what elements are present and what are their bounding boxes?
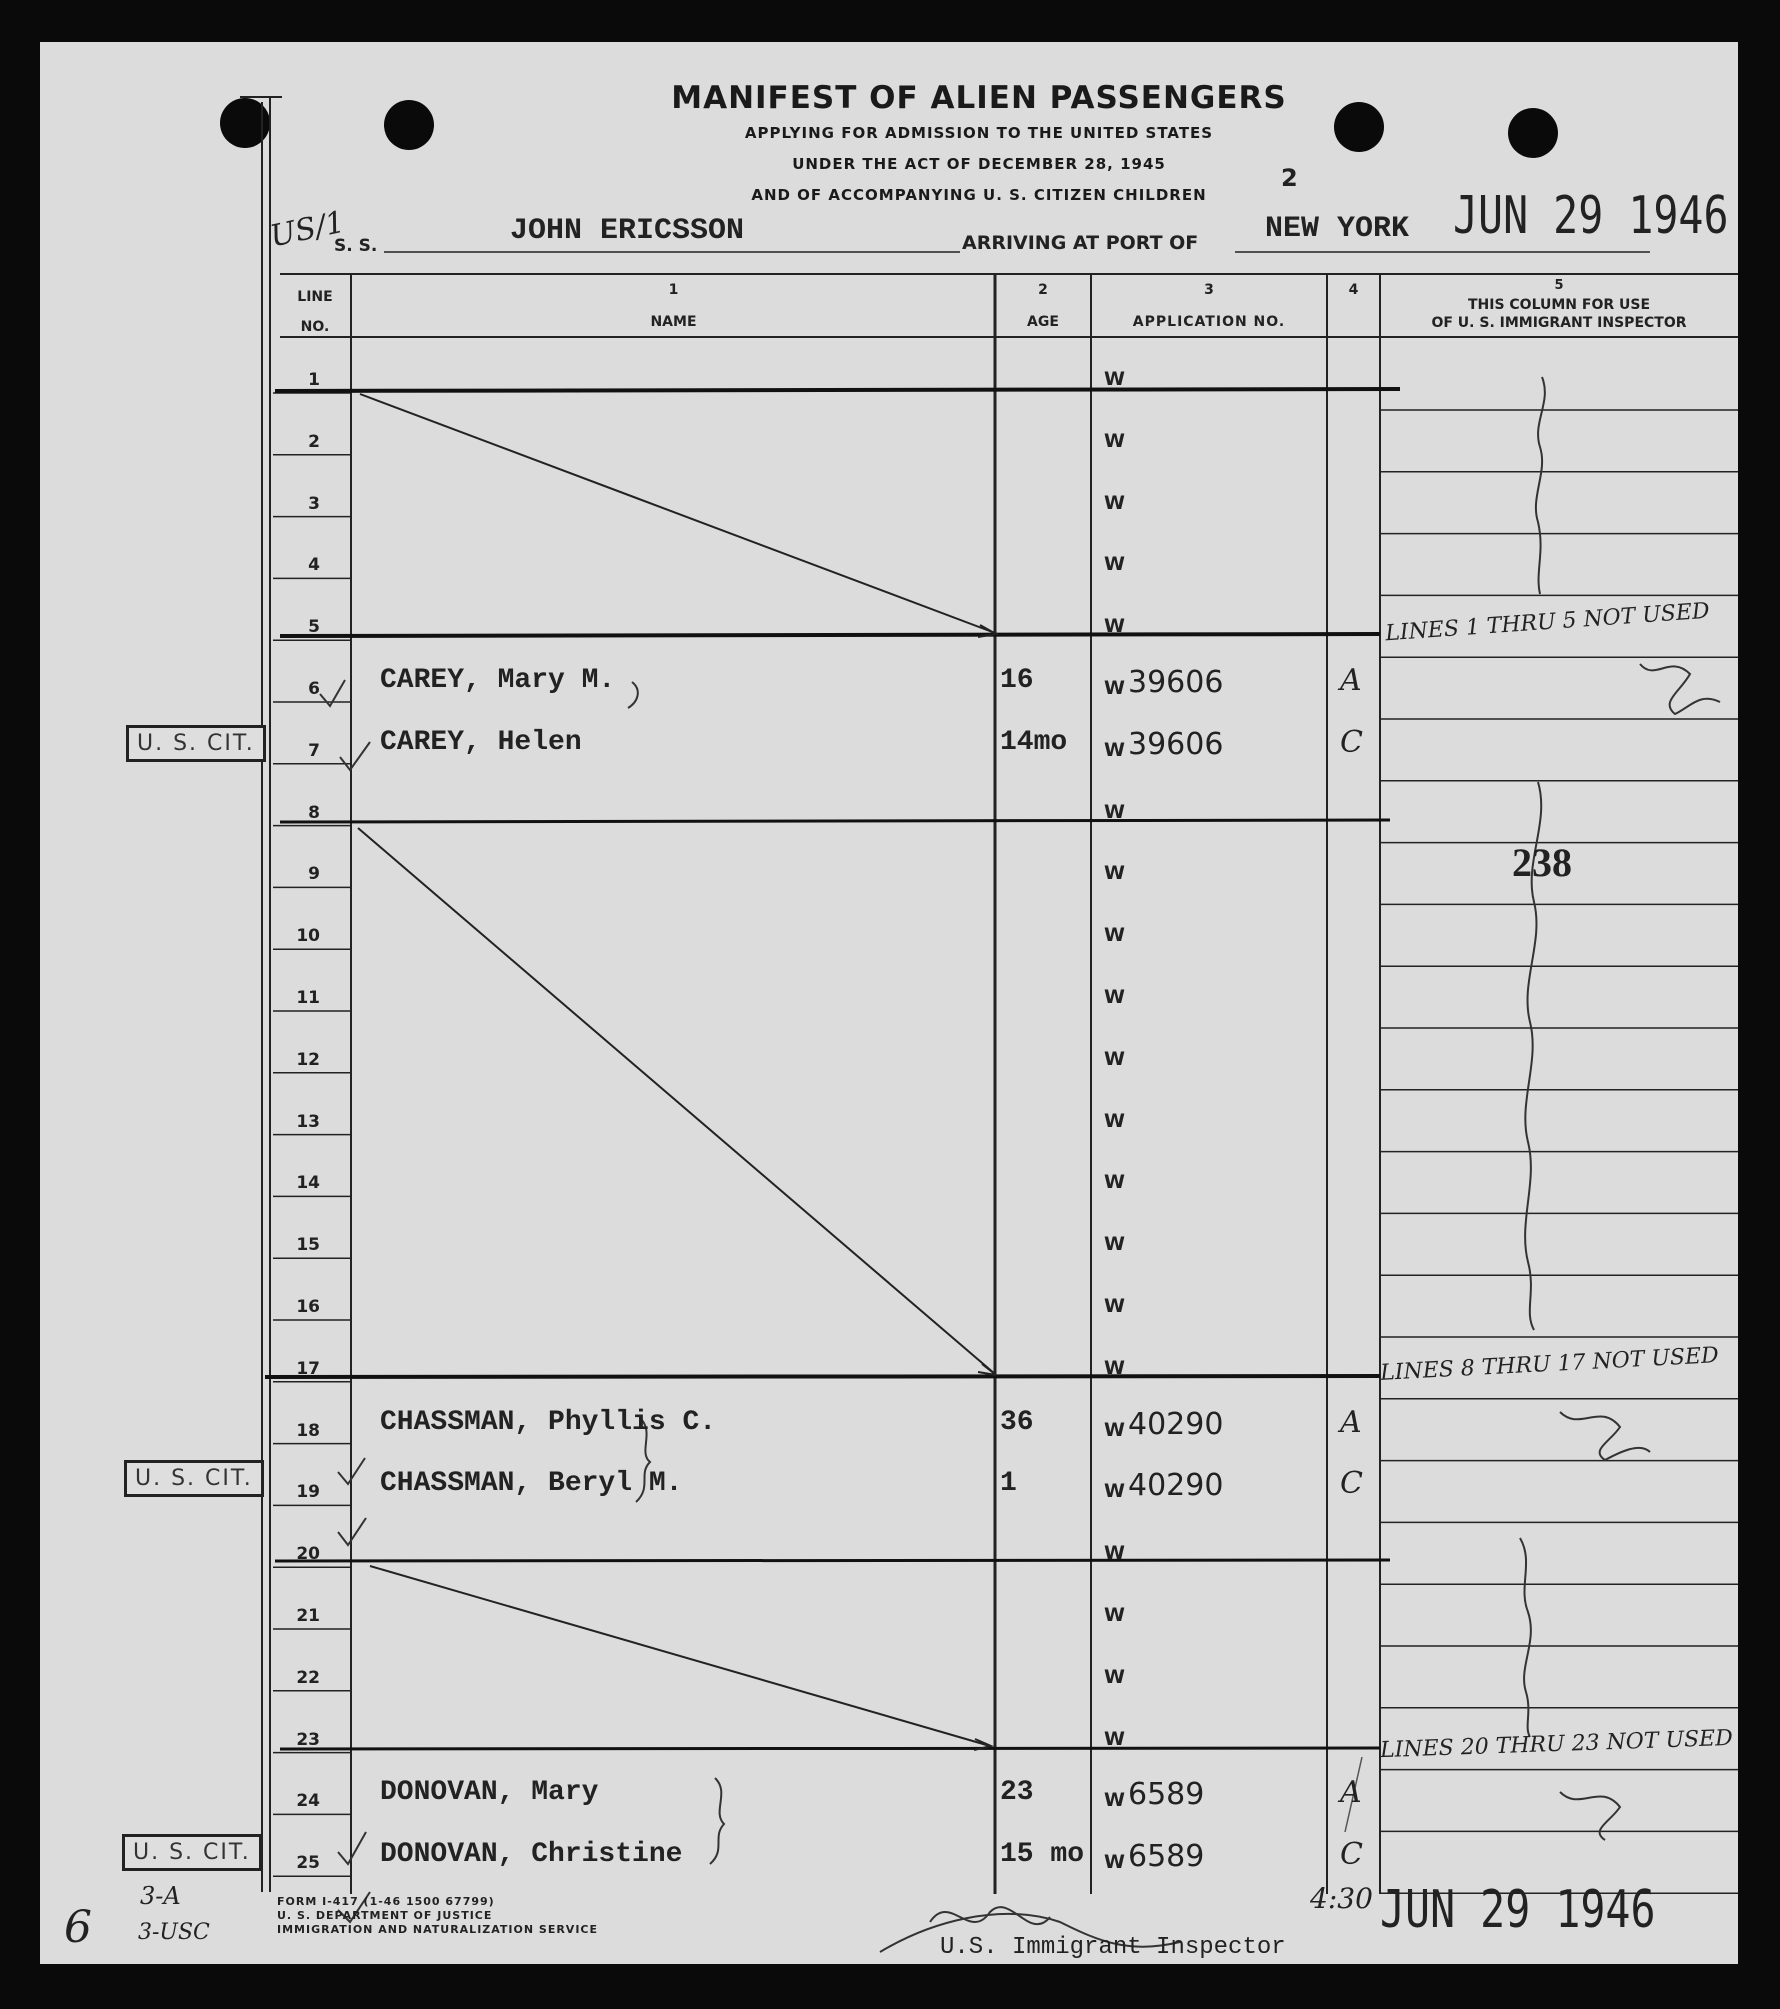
- app-prefix: W: [1104, 1727, 1125, 1750]
- app-prefix: W: [1104, 368, 1125, 390]
- class-code: C: [1340, 724, 1363, 760]
- passenger-name: CHASSMAN, Phyllis C.: [380, 1406, 717, 1438]
- class-code: A: [1340, 1404, 1362, 1440]
- passenger-name: CAREY, Helen: [380, 726, 582, 758]
- tally-citizens: 3-USC: [138, 1920, 210, 1945]
- form-service: IMMIGRATION AND NATURALIZATION SERVICE: [277, 1923, 599, 1936]
- col-line-no-header: LINE NO.: [297, 289, 333, 335]
- line-number: 22: [296, 1667, 320, 1688]
- col-age-header: AGE: [1027, 314, 1059, 330]
- inspector-label: U.S. Immigrant Inspector: [940, 1934, 1286, 1961]
- header-line-3: AND OF ACCOMPANYING U. S. CITIZEN CHILDREN: [751, 186, 1207, 204]
- class-code: A: [1340, 663, 1362, 698]
- line-number: 12: [296, 1049, 320, 1070]
- application-number: 39606: [1128, 726, 1224, 762]
- header-line-1: APPLYING FOR ADMISSION TO THE UNITED STATES: [744, 124, 1214, 142]
- app-prefix: W: [1104, 1233, 1125, 1256]
- line-number: 18: [296, 1420, 320, 1441]
- form-department: U. S. DEPARTMENT OF JUSTICE: [277, 1909, 493, 1922]
- line-number: 13: [296, 1111, 320, 1132]
- passenger-age: 1: [1000, 1468, 1017, 1500]
- passenger-age: 36: [1000, 1406, 1034, 1438]
- port-name: NEW YORK: [1265, 212, 1410, 246]
- port-label: ARRIVING AT PORT OF: [962, 232, 1199, 254]
- corner-mark: US/1: [267, 204, 348, 255]
- line-number: 1: [308, 370, 320, 390]
- passenger-name: CAREY, Mary M.: [380, 665, 616, 696]
- page-mark: 6: [64, 1902, 92, 1953]
- app-prefix: W: [1104, 429, 1125, 452]
- app-prefix: W: [1104, 1789, 1125, 1812]
- line-number: 15: [296, 1235, 320, 1256]
- application-number: 40290: [1128, 1406, 1224, 1442]
- page-number: 2: [1281, 164, 1298, 192]
- passenger-age: 16: [1000, 665, 1034, 696]
- col-name-number: 1: [668, 282, 679, 298]
- class-code: C: [1340, 1837, 1363, 1873]
- app-prefix: W: [1104, 1356, 1125, 1379]
- application-number: 40290: [1128, 1468, 1224, 1504]
- manifest-page: [40, 42, 1738, 1964]
- line-number: 3: [308, 493, 320, 514]
- us-cit-stamp: U. S. CIT.: [124, 1460, 264, 1497]
- us-cit-stamp: U. S. CIT.: [122, 1834, 262, 1871]
- application-number: 39606: [1128, 665, 1224, 700]
- date-stamp: JUN 29 1946: [1453, 186, 1729, 246]
- col-name-header: NAME: [650, 314, 697, 330]
- app-prefix: W: [1104, 553, 1125, 576]
- line-number: 23: [296, 1729, 320, 1750]
- line-number: 14: [296, 1173, 320, 1194]
- ss-label: S. S.: [334, 236, 378, 256]
- app-prefix: W: [1104, 1542, 1125, 1565]
- line-number: 21: [296, 1606, 320, 1626]
- app-prefix: W: [1104, 862, 1125, 885]
- line-number: 5: [308, 617, 320, 638]
- us-cit-stamp: U. S. CIT.: [126, 725, 266, 762]
- app-prefix: W: [1104, 924, 1125, 947]
- class-code: A: [1340, 1775, 1362, 1811]
- page-title: MANIFEST OF ALIEN PASSENGERS: [671, 80, 1287, 116]
- line-number: 17: [296, 1358, 320, 1379]
- app-prefix: W: [1104, 800, 1125, 823]
- app-prefix: W: [1104, 615, 1125, 638]
- count-238: 238: [1512, 840, 1572, 885]
- line-number: 7: [308, 740, 320, 761]
- form-number: FORM I-417 (1-46 1500 67799): [277, 1895, 495, 1908]
- application-number: 6589: [1128, 1839, 1205, 1875]
- passenger-name: DONOVAN, Christine: [380, 1839, 683, 1871]
- app-prefix: W: [1104, 738, 1125, 761]
- app-prefix: W: [1104, 1665, 1125, 1688]
- line-number: 8: [308, 802, 320, 823]
- time-mark: 4:30: [1310, 1882, 1373, 1915]
- passenger-age: 14mo: [1000, 726, 1068, 758]
- line-number: 25: [296, 1853, 320, 1874]
- ship-name: JOHN ERICSSON: [510, 214, 745, 248]
- app-prefix: W: [1104, 1171, 1125, 1194]
- line-number: 10: [296, 926, 320, 947]
- line-number: 24: [296, 1791, 320, 1812]
- note-lines-20-23: LINES 20 THRU 23 NOT USED: [1379, 1725, 1734, 1764]
- line-number: 16: [296, 1297, 320, 1317]
- line-number: 19: [296, 1482, 320, 1503]
- passenger-age: 23: [1000, 1777, 1034, 1809]
- col-app-number: 3: [1204, 282, 1214, 298]
- app-prefix: W: [1104, 1295, 1125, 1317]
- line-number: 6: [308, 679, 320, 699]
- footer-date-stamp: JUN 29 1946: [1380, 1880, 1656, 1940]
- passenger-name: CHASSMAN, Beryl M.: [380, 1468, 683, 1500]
- col-app-header: APPLICATION NO.: [1132, 314, 1286, 330]
- line-number: 20: [296, 1544, 320, 1565]
- app-prefix: W: [1104, 1047, 1125, 1070]
- line-number: 11: [296, 988, 320, 1008]
- note-lines-8-17: LINES 8 THRU 17 NOT USED: [1379, 1343, 1720, 1386]
- application-number: 6589: [1128, 1777, 1205, 1813]
- line-number: 2: [308, 431, 320, 452]
- col-4-number: 4: [1348, 282, 1359, 298]
- app-prefix: W: [1104, 1851, 1125, 1874]
- note-lines-1-5: LINES 1 THRU 5 NOT USED: [1384, 598, 1711, 647]
- line-number: 9: [308, 864, 320, 885]
- header-line-2: UNDER THE ACT OF DECEMBER 28, 1945: [792, 155, 1166, 173]
- tally-aliens: 3-A: [140, 1882, 181, 1910]
- passenger-age: 15 mo: [1000, 1839, 1085, 1871]
- app-prefix: W: [1104, 986, 1125, 1008]
- app-prefix: W: [1104, 491, 1125, 514]
- col-age-number: 2: [1038, 282, 1048, 298]
- app-prefix: W: [1104, 677, 1125, 699]
- passenger-name: DONOVAN, Mary: [380, 1777, 599, 1809]
- app-prefix: W: [1104, 1480, 1125, 1503]
- app-prefix: W: [1104, 1109, 1125, 1132]
- app-prefix: W: [1104, 1604, 1125, 1626]
- class-code: C: [1340, 1466, 1363, 1502]
- col-5-header: THIS COLUMN FOR USE OF U. S. IMMIGRANT INSPECTOR: [1431, 297, 1687, 331]
- col-5-number: 5: [1554, 278, 1564, 293]
- line-number: 4: [308, 555, 320, 576]
- app-prefix: W: [1104, 1418, 1125, 1441]
